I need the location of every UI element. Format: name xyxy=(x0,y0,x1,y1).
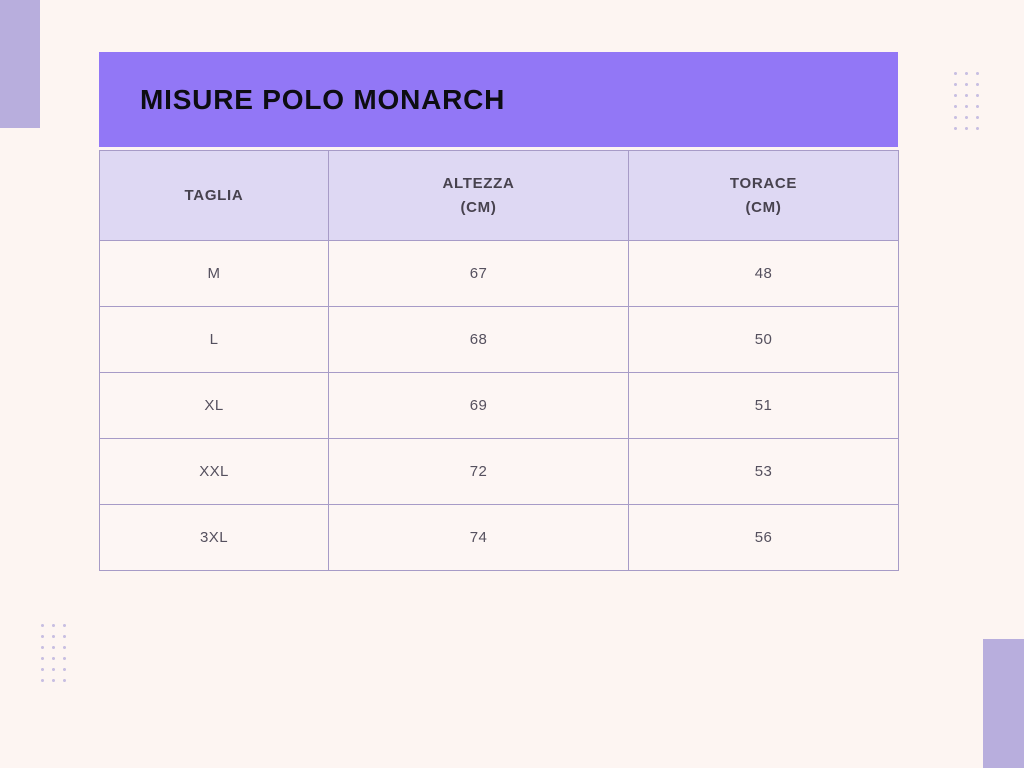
table-row-3xl xyxy=(100,505,899,571)
column-header-altezza xyxy=(329,151,629,241)
decor-rect-top-left xyxy=(0,0,40,128)
cell-altezza: 67 xyxy=(329,241,629,307)
cell-altezza: 68 xyxy=(329,307,629,373)
table-row-xxl xyxy=(100,439,899,505)
cell-taglia: XXL xyxy=(100,439,329,505)
page-title: MISURE POLO MONARCH xyxy=(140,83,506,115)
cell-altezza: 69 xyxy=(329,373,629,439)
decor-rect-bottom-right xyxy=(983,639,1024,768)
cell-taglia: 3XL xyxy=(100,505,329,571)
cell-torace: 50 xyxy=(629,307,899,373)
size-table xyxy=(99,150,899,571)
table-header-row xyxy=(100,151,899,241)
column-header-label: TAGLIA xyxy=(184,186,244,204)
column-header-torace xyxy=(629,151,899,241)
cell-torace: 53 xyxy=(629,439,899,505)
column-header-unit: (CM) xyxy=(460,198,497,216)
cell-altezza: 72 xyxy=(329,439,629,505)
table-row-xl xyxy=(100,373,899,439)
cell-torace: 56 xyxy=(629,505,899,571)
title-banner xyxy=(99,52,898,147)
cell-taglia: L xyxy=(100,307,329,373)
table-row-m xyxy=(100,241,899,307)
column-header-label: ALTEZZA xyxy=(442,174,515,192)
column-header-unit: (CM) xyxy=(745,198,782,216)
decor-dot-grid-top-right xyxy=(950,68,983,134)
cell-taglia: M xyxy=(100,241,329,307)
cell-taglia: XL xyxy=(100,373,329,439)
cell-altezza: 74 xyxy=(329,505,629,571)
table-row-l xyxy=(100,307,899,373)
column-header-taglia xyxy=(100,151,329,241)
decor-dot-grid-bottom-left xyxy=(37,620,70,686)
cell-torace: 51 xyxy=(629,373,899,439)
column-header-label: TORACE xyxy=(729,174,798,192)
cell-torace: 48 xyxy=(629,241,899,307)
